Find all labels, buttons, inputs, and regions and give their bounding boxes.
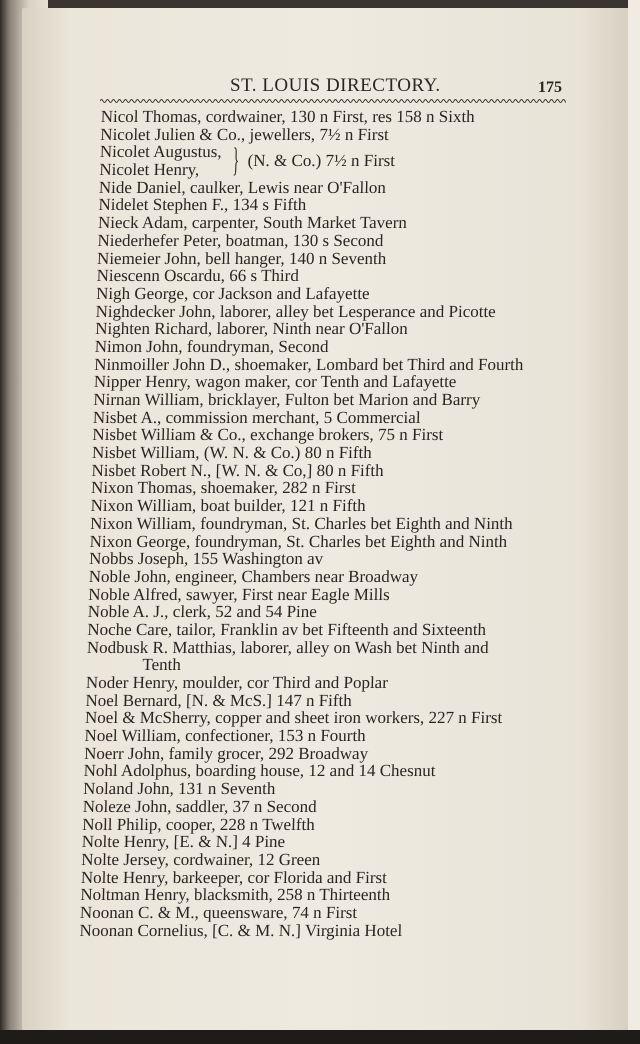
directory-entry: Nixon William, foundryman, St. Charles bet Eighth and Ninth — [89, 513, 513, 533]
directory-entry: Nirnan William, bricklayer, Fulton bet Marion and Barry — [93, 390, 481, 410]
directory-entry: Noleze John, saddler, 37 n Second — [82, 796, 317, 816]
directory-entry: Nixon George, foundryman, St. Charles bet Eighth and Ninth — [89, 531, 508, 551]
directory-entry: Noble John, engineer, Chambers near Broadway — [88, 566, 419, 586]
directory-entry: Noble Alfred, sawyer, First near Eagle Mills — [88, 584, 390, 604]
directory-entry: Noel & McSherry, copper and sheet iron workers, 227 n First — [84, 708, 503, 728]
next-page-edge — [628, 0, 640, 1044]
directory-entry: Noel Bernard, [N. & McS.] 147 n Fifth — [85, 690, 353, 710]
page-title: ST. LOUIS DIRECTORY. — [230, 75, 441, 96]
directory-entry: Nisbet William & Co., exchange brokers, 75 n First — [92, 425, 444, 445]
directory-entries — [79, 108, 571, 939]
directory-entry: Noonan C. & M., queensware, 74 n First — [79, 902, 358, 922]
directory-entry: Nicolet Julien & Co., jewellers, 7½ n First — [100, 124, 390, 144]
running-header — [0, 75, 640, 99]
directory-entry: Nixon Thomas, shoemaker, 282 n First — [90, 478, 357, 498]
directory-entry: Nolte Henry, barkeeper, cor Florida and First — [80, 867, 388, 887]
page-number: 175 — [538, 79, 562, 96]
directory-entry: Noder Henry, moulder, cor Third and Poplar — [85, 673, 389, 693]
directory-entry: Nixon William, boat builder, 121 n Fifth — [90, 496, 366, 516]
directory-entry-name: Nicolet Augustus, — [99, 142, 222, 162]
wavy-rule-divider — [100, 97, 566, 105]
directory-entry: Ninmoiller John D., shoemaker, Lombard bet Third and Fourth — [94, 354, 524, 374]
directory-entry: Noll Philip, cooper, 228 n Twelfth — [82, 814, 315, 834]
directory-entry: Nimon John, foundryman, Second — [94, 336, 329, 356]
directory-entry: Noble A. J., clerk, 52 and 54 Pine — [87, 602, 318, 622]
bracketed-entry-group — [99, 143, 570, 178]
directory-entry: Niemeier John, bell hanger, 140 n Seventh — [96, 248, 387, 268]
directory-entry: Niederhefer Peter, boatman, 130 s Second — [97, 230, 384, 250]
directory-entry: Nohl Adolphus, boarding house, 12 and 14 Chesnut — [83, 761, 436, 781]
directory-entry: Noel William, confectioner, 153 n Fourth — [84, 726, 366, 746]
directory-entry: Nipper Henry, wagon maker, cor Tenth and Lafayette — [93, 372, 457, 392]
directory-entry: Nodbusk R. Matthias, laborer, alley on Wash bet Ninth and — [86, 637, 489, 657]
directory-entry-name: Nicolet Henry, — [99, 160, 200, 180]
directory-entry: Nisbet A., commission merchant, 5 Commercial — [92, 407, 421, 427]
directory-entry-continuation: Tenth — [142, 655, 182, 675]
directory-entry: Noltman Henry, blacksmith, 258 n Thirteenth — [80, 885, 391, 905]
directory-entry: Noche Care, tailor, Franklin av bet Fifteenth and Sixteenth — [87, 619, 487, 639]
directory-entry: Nicol Thomas, cordwainer, 130 n First, res 158 n Sixth — [100, 107, 475, 126]
directory-entry: Nisbet Robert N., [W. N. & Co,] 80 n Fifth — [91, 460, 384, 480]
directory-entry: Nigh George, cor Jackson and Lafayette — [95, 283, 370, 303]
directory-entry: Nolte Henry, [E. & N.] 4 Pine — [81, 832, 286, 852]
directory-entry: Niescenn Oscardu, 66 s Third — [96, 266, 300, 286]
directory-entry: Nisbet William, (W. N. & Co.) 80 n Fifth — [91, 443, 373, 463]
directory-entry: Noland John, 131 n Seventh — [82, 779, 276, 799]
directory-entry: Noerr John, family grocer, 292 Broadway — [83, 743, 369, 763]
directory-entry: Nobbs Joseph, 155 Washington av — [88, 549, 324, 569]
directory-entry: Noonan Cornelius, [C. & M. N.] Virginia Hotel — [79, 920, 403, 940]
scan-bottom-edge — [0, 1030, 640, 1044]
directory-entry: Nieck Adam, carpenter, South Market Tavern — [97, 213, 408, 233]
directory-entry: Nighten Richard, laborer, Ninth near O'Fallon — [94, 319, 409, 339]
directory-entry: Nide Daniel, caulker, Lewis near O'Fallon — [98, 177, 387, 197]
directory-entry: Nidelet Stephen F., 134 s Fifth — [98, 195, 307, 215]
directory-entry: Nighdecker John, laborer, alley bet Lesperance and Picotte — [95, 301, 497, 321]
directory-entry: Nolte Jersey, cordwainer, 12 Green — [81, 849, 321, 869]
bracketed-entry-detail: (N. & Co.) 7½ n First — [247, 151, 396, 171]
brace-symbol: } — [232, 142, 240, 180]
